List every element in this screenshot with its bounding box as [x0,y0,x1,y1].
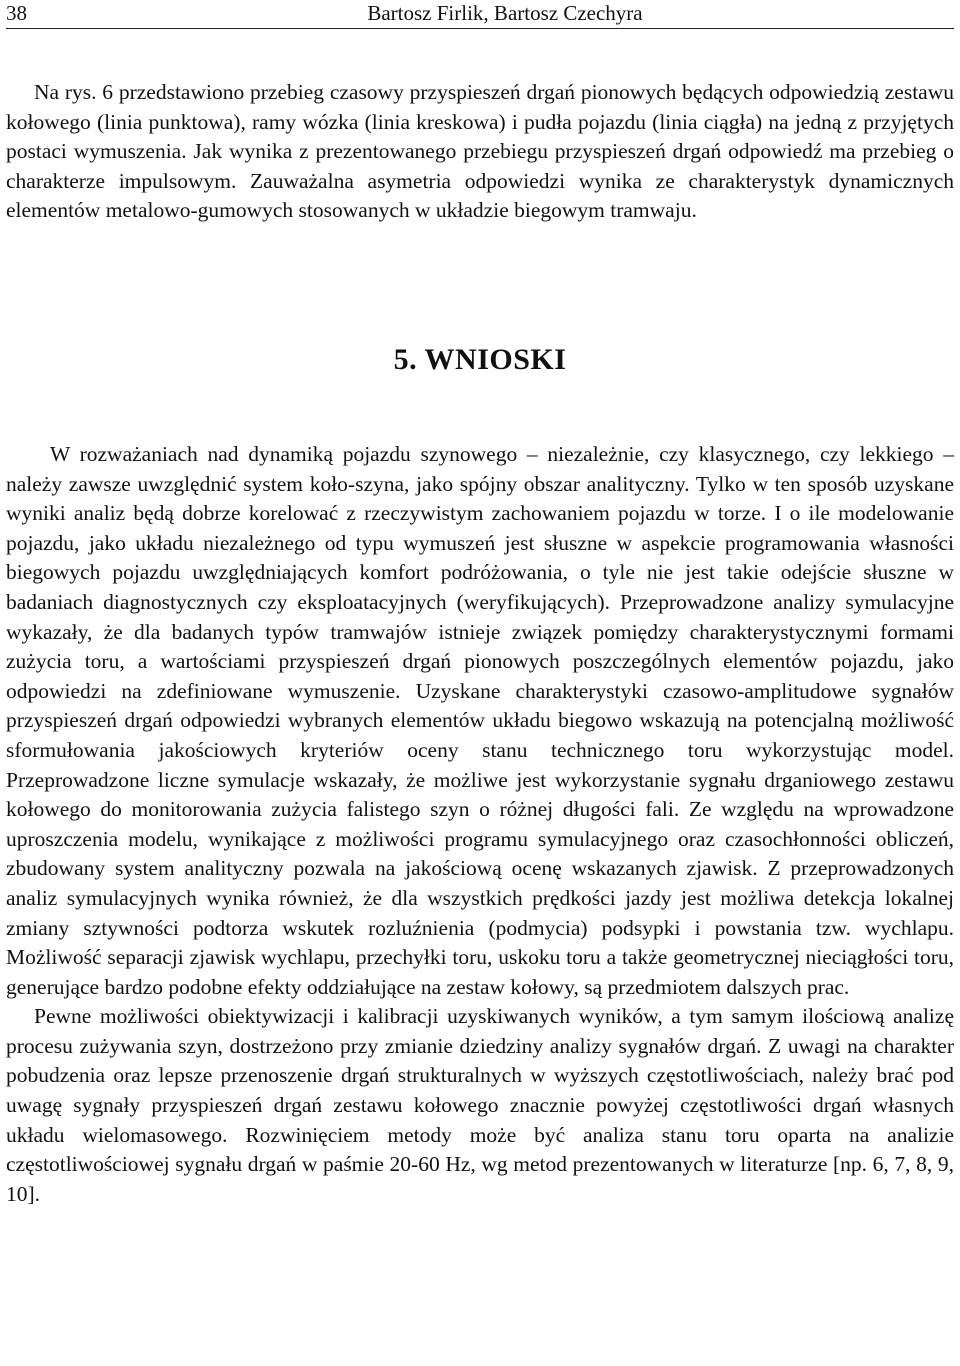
section-heading: 5. WNIOSKI [393,343,567,376]
conclusions-paragraph-1: W rozważaniach nad dynamiką pojazdu szynowego – niezależnie, czy klasycznego, czy lekkiego – należy zawsze uwzględnić system koło-szyna, jako spójny obszar analityczny. Tylko w ten sposób uzyskane wyniki analiz będą dobrze korelować z rzeczywistym zachowaniem pojazdu w torze. I o ile modelowanie pojazdu, jako układu niezależnego od typu wymuszeń jest słuszne w aspekcie programowania własności biegowych pojazdu uwzględniających komfort podróżowania, o tyle nie jest takie odejście słuszne w badaniach diagnostycznych czy eksploatacyjnych (weryfikujących). Przeprowadzone analizy symulacyjne wykazały, że dla badanych typów tramwajów istnieje związek pomiędzy charakterystycznymi formami zużycia toru, a wartościami przyspieszeń drgań pionowych poszczególnych elementów pojazdu, jako odpowiedzi na zdefiniowane wymuszenie. Uzyskane charakterystyki czasowo-amplitudowe sygnałów przyspieszeń drgań odpowiedzi wybranych elementów układu biegowo wskazują na potencjalną możliwość sformułowania jakościowych kryteriów oceny stanu technicznego toru wykorzystując model. Przeprowadzone liczne symulacje wskazały, że możliwe jest wykorzystanie sygnału drganiowego zestawu kołowego do monitorowania zużycia falistego szyn o różnej długości fali. Ze względu na wprowadzone uproszczenia modelu, wynikające z możliwości programu symulacyjnego oraz czasochłonności obliczeń, zbudowany system analityczny pozwala na jakościową ocenę wskazanych zjawisk. Z przeprowadzonych analiz symulacyjnych wynika również, że dla wszystkich prędkości jazdy jest możliwa detekcja lokalnej zmiany sztywności podtorza wskutek rozluźnienia (podmycia) podsypki i powstania tzw. wychlapu. Możliwość separacji zjawisk wychlapu, przechyłki toru, uskoku toru a także geometrycznej nieciągłości toru, generujące bardzo podobne efekty oddziałujące na zestaw kołowy, są przedmiotem dalszych prac. [6,442,954,999]
intro-paragraph: Na rys. 6 przedstawiono przebieg czasowy przyspieszeń drgań pionowych będących odpowiedzią zestawu kołowego (linia punktowa), ramy wózka (linia kreskowa) i pudła pojazdu (linia ciągła) na jedną z przyjętych postaci wymuszenia. Jak wynika z prezentowanego przebiegu przyspieszeń drgań odpowiedź ma przebieg o charakterze impulsowym. Zauważalna asymetria odpowiedzi wynika ze charakterystyk dynamicznych elementów metalowo-gumowych stosowanych w układzie biegowym tramwaju. [6,80,954,223]
intro-section [6,78,954,226]
page-header [6,0,954,29]
conclusions-section [6,440,954,1209]
conclusions-paragraph-2: Pewne możliwości obiektywizacji i kalibracji uzyskiwanych wyników, a tym samym ilościową analizę procesu zużywania szyn, dostrzeżono przy zmianie dziedziny analizy sygnałów drgań. Z uwagi na charakter pobudzenia oraz lepsze przenoszenie drgań strukturalnych w wyższych częstotliwościach, należy brać pod uwagę sygnały przyspieszeń drgań zestawu kołowego znacznie powyżej częstotliwości drgań własnych układu wielomasowego. Rozwinięciem metody może być analiza stanu toru oparta na analizie częstotliwościowej sygnału drgań w paśmie 20-60 Hz, wg metod prezentowanych w literaturze [np. 6, 7, 8, 9, 10]. [6,1004,954,1206]
running-head-authors: Bartosz Firlik, Bartosz Czechyra [367,1,643,25]
page-number: 38 [6,1,27,25]
